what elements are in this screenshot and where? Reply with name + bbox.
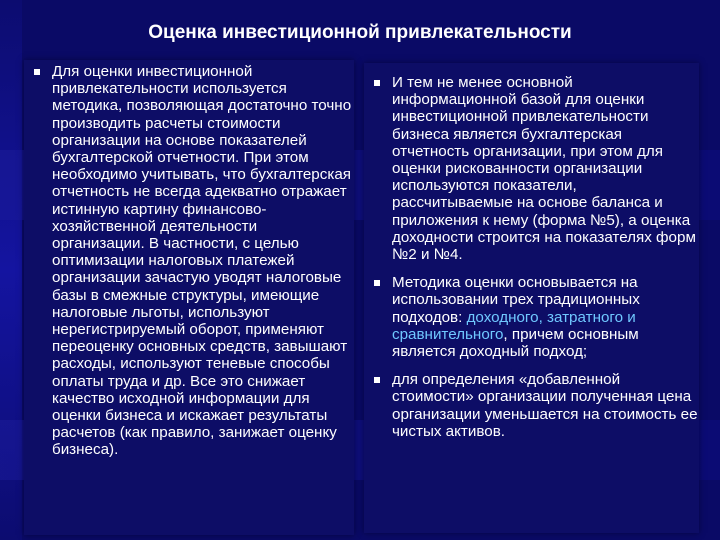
bullet-square-icon bbox=[374, 377, 380, 383]
list-item bbox=[364, 74, 699, 263]
bullet-square-icon bbox=[34, 69, 40, 75]
slide-title: Оценка инвестиционной привлекательности bbox=[148, 22, 572, 43]
bullet-square-icon bbox=[374, 80, 380, 86]
list-item-text-start: Методика оценки основывается на использовании трех традиционных подходов: bbox=[392, 274, 640, 326]
left-bullet-list bbox=[24, 63, 354, 459]
bullet-square-icon bbox=[374, 280, 380, 286]
list-item-text: для определения «добавленной стоимости» организации полученная цена организации уменьшается на стоимость ее чистых активов. bbox=[392, 371, 698, 440]
approaches-highlight: доходного, затратного и сравнительного bbox=[392, 308, 636, 343]
list-item-text-end: , причем основным является доходный подход; bbox=[392, 325, 639, 361]
list-item bbox=[24, 63, 354, 459]
list-item-text: И тем не менее основной информационной базой для оценки инвестиционной привлекательности бизнеса является бухгалтерская отчетность организации, при этом для оценки рискованности организации используются показатели, рассчитываемые на основе баланса и приложения к нему (форма №5), а оценка доходности строится на показателях форм №2 и №4. bbox=[392, 74, 696, 264]
list-item bbox=[364, 371, 699, 440]
list-item-text: Для оценки инвестиционной привлекательности используется методика, позволяющая достаточно точно производить расчеты стоимости организации на основе показателей бухгалтерской отчетности. При этом необходимо учитывать, что бухгалтерская отчетность не всегда адекватно отражает истинную картину финансово-хозяйственной деятельности организации. В частности, с целью оптимизации налоговых платежей организации зачастую уводят налоговые базы в смежные структуры, имеющие налоговые льготы, используют нерегистрируемый оборот, применяют переоценку основных средств, завышают расходы, используют теневые способы оплаты труда и др. Все это снижает качество исходной информации для оценки бизнеса и искажает результаты расчетов (как правило, занижает оценку бизнеса). bbox=[52, 63, 352, 459]
right-bullet-list bbox=[364, 74, 699, 440]
right-column bbox=[364, 63, 699, 533]
list-item bbox=[364, 274, 699, 360]
left-column bbox=[24, 60, 354, 535]
